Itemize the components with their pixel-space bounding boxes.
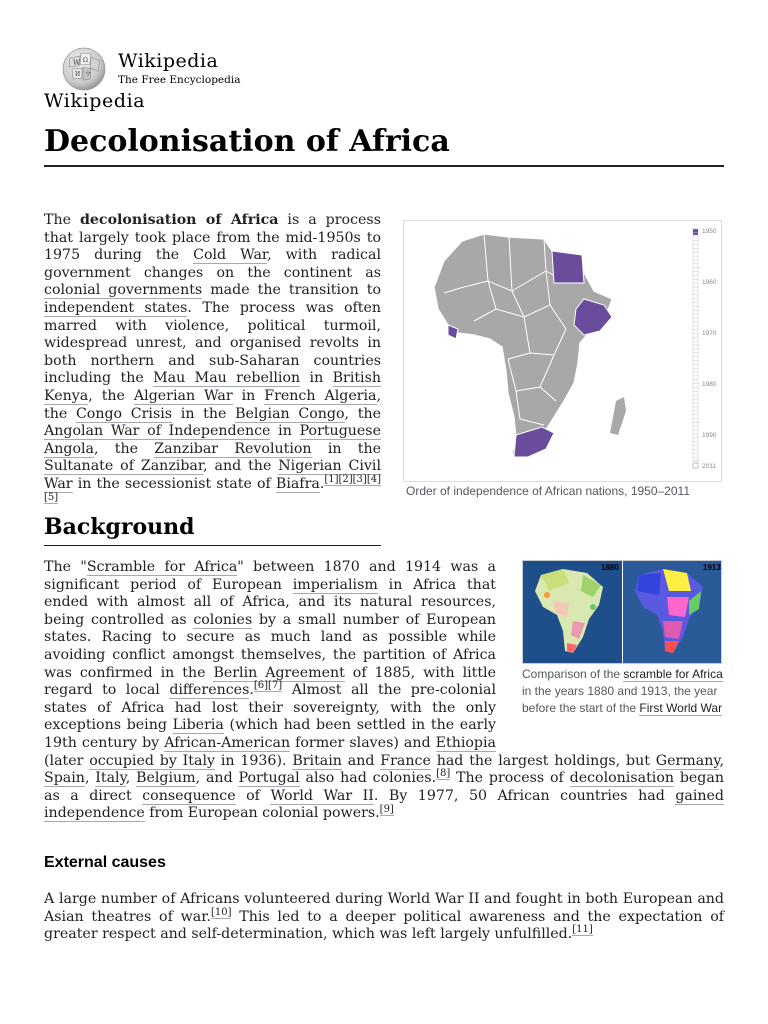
article-link[interactable]: Spain: [44, 770, 85, 787]
text-run: The: [44, 212, 80, 228]
article-link[interactable]: French Algeria: [264, 387, 377, 404]
article-link[interactable]: First World War: [639, 701, 723, 715]
section-heading-external-causes: External causes: [44, 854, 166, 871]
article-link[interactable]: decolonisation: [569, 770, 675, 787]
figure-caption-scramble: [522, 666, 726, 717]
article-link[interactable]: gained independence: [44, 787, 725, 822]
article-link[interactable]: consequence: [142, 787, 236, 804]
logo-tagline: The Free Encyclopedia: [118, 74, 241, 86]
text-run: The process of: [450, 770, 570, 787]
africa-map-svg: [404, 221, 721, 481]
text-run: (which had been settled in the early 19th century by: [44, 717, 496, 751]
text-run: , and the: [203, 458, 279, 475]
article-link[interactable]: Belgian Congo: [235, 405, 345, 422]
text-run: in: [270, 423, 300, 440]
article-link[interactable]: France: [380, 752, 431, 769]
text-run: ,: [125, 770, 137, 787]
article-link[interactable]: Britain: [292, 752, 342, 769]
citation-ref[interactable]: [11]: [572, 924, 593, 936]
article-link[interactable]: Scramble for Africa: [86, 559, 238, 575]
text-run: , the: [44, 387, 382, 422]
text-run: , the: [94, 440, 155, 457]
article-link[interactable]: Portugal: [238, 770, 300, 787]
article-link[interactable]: Portuguese Angola: [44, 423, 381, 457]
article-link[interactable]: World War II: [270, 787, 374, 804]
scramble-map-svg: [523, 561, 721, 663]
text-run: in 1936).: [215, 752, 293, 769]
text-run: in: [232, 387, 265, 404]
article-link[interactable]: Congo Crisis: [75, 405, 173, 422]
timeline-checkbox: [693, 463, 698, 468]
article-link[interactable]: occupied by Italy: [89, 752, 215, 769]
text-run: , the: [88, 387, 134, 404]
wikipedia-globe-icon: [60, 44, 108, 92]
text-run: and: [341, 752, 381, 769]
intro-paragraph: [44, 212, 381, 511]
text-run: Comparison of the: [522, 667, 624, 681]
article-link[interactable]: differences: [169, 682, 250, 699]
text-run: of 1885, with little regard to local: [44, 664, 496, 699]
timeline-label-1950: 1950: [702, 228, 717, 235]
article-link[interactable]: Algerian War: [133, 387, 233, 404]
article-link[interactable]: independent states: [44, 299, 188, 316]
text-run: former slaves) and: [290, 734, 436, 751]
article-link[interactable]: Nigerian Civil War: [44, 458, 381, 492]
article-link[interactable]: Italy: [95, 770, 126, 787]
article-link[interactable]: Sultanate of Zanzibar: [44, 458, 204, 475]
africa-landmass: [434, 234, 612, 455]
africa-independence-map[interactable]: [403, 220, 722, 482]
article-link[interactable]: Cold War: [193, 247, 268, 264]
text-run: also had colonies.: [299, 770, 437, 787]
svg-text:Ω: Ω: [83, 57, 88, 64]
text-run: This led to a deeper political awareness and the expectation of greater respect and self-determination, which was left largely unfulfilled.: [44, 908, 725, 943]
text-run: in the: [172, 405, 236, 422]
article-link[interactable]: Germany: [655, 752, 720, 769]
text-run: in: [300, 370, 333, 387]
article-link[interactable]: Zanzibar Revolution: [154, 440, 312, 457]
svg-text:W: W: [73, 59, 81, 67]
timeline-label-2011: 2011: [702, 463, 716, 470]
article-link[interactable]: Belgium: [136, 770, 196, 787]
article-link[interactable]: colonies: [193, 611, 253, 628]
article-link[interactable]: scramble for Africa: [623, 667, 723, 681]
text-run: in the: [311, 440, 381, 457]
article-link[interactable]: Liberia: [172, 717, 224, 734]
text-run: . By 1977, 50 African countries had: [373, 787, 676, 804]
text-run: Almost all the pre-colonial states of Africa had lost their sovereignty, with the only exceptions being: [44, 682, 496, 734]
timeline-label-1960: 1960: [702, 279, 717, 286]
text-run: ,: [84, 770, 96, 787]
text-run: began as a direct: [44, 770, 724, 804]
text-run: The ": [44, 559, 87, 575]
article-link[interactable]: Angolan War of Independence: [44, 423, 271, 440]
madagascar-island: [610, 397, 626, 435]
text-run: ,: [719, 752, 724, 769]
article-link[interactable]: Ethiopia: [435, 734, 496, 751]
figure-caption-independence: Order of independence of African nations, 1950–2011: [406, 484, 690, 498]
scramble-comparison-map[interactable]: [522, 560, 722, 664]
text-run: in the secessionist state of: [72, 475, 276, 492]
text-run: by a small number of European states. Racing to secure as much land as possible while avoiding conflict amongst themselves, the partition of Africa was confirmed in the: [44, 611, 496, 681]
egypt-region: [552, 251, 584, 283]
text-run: , and: [195, 770, 239, 787]
article-link[interactable]: colonial governments: [44, 282, 203, 299]
text-run: . The process was often marred with violence, political turmoil, widespread unrest, and organised revolts in both northern and sub-Saharan countries including the: [44, 299, 382, 387]
article-link[interactable]: British Kenya: [44, 370, 382, 404]
text-run: , with radical government changes on the continent as: [44, 247, 381, 281]
citation-ref[interactable]: [9]: [379, 803, 394, 815]
timeline-label-1970: 1970: [702, 330, 717, 337]
citation-ref[interactable]: [6][7]: [253, 680, 283, 692]
article-link[interactable]: imperialism: [292, 576, 378, 593]
svg-text:И: И: [75, 71, 81, 78]
timeline-label-1980: 1980: [702, 381, 717, 388]
page-title: Decolonisation of Africa: [44, 121, 724, 167]
article-link[interactable]: African-American: [164, 734, 291, 751]
logo-wordmark: Wikipedia: [118, 50, 219, 72]
site-wordmark[interactable]: Wikipedia: [44, 90, 146, 112]
external-causes-paragraph: [44, 891, 724, 944]
text-run: in the years 1880 and 1913, the year before the start of the: [522, 684, 718, 715]
text-run: .: [249, 682, 254, 699]
text-run: from European colonial powers.: [144, 805, 380, 822]
timeline-label-1990: 1990: [702, 432, 717, 439]
citation-ref[interactable]: [8]: [436, 768, 451, 780]
text-run: of: [235, 787, 271, 804]
map-year-1913: 1913: [703, 563, 721, 572]
text-run: had the largest holdings, but: [430, 752, 656, 769]
text-run: " between 1870 and 1914 was a significant period of European: [44, 559, 496, 593]
map-year-1880: 1880: [601, 563, 619, 572]
text-run: is a process that largely took place from the mid-1950s to 1975 during the: [44, 212, 381, 264]
text-run: .: [319, 475, 325, 492]
text-run: , the: [344, 405, 381, 422]
article-link[interactable]: Mau Mau rebellion: [153, 370, 301, 387]
article-link[interactable]: Berlin Agreement: [213, 664, 345, 681]
text-run: made the transition to: [202, 282, 381, 299]
citation-ref[interactable]: [10]: [210, 906, 232, 918]
svg-text:ウ: ウ: [85, 71, 92, 78]
text-run: A large number of Africans volunteered during World War II and fought in both European and Asian theatres of war.: [44, 891, 724, 925]
article-link[interactable]: Biafra: [275, 475, 320, 492]
text-run: in Africa that ended with almost all of Africa, and its natural resources, being controlled as: [44, 576, 496, 628]
section-heading-background: Background: [44, 511, 381, 546]
bold-term: decolonisation of Africa: [79, 212, 279, 228]
text-run: (later: [44, 752, 90, 769]
timeline-ticks: [693, 229, 700, 461]
citation-ref[interactable]: [1][2][3][4][5]: [44, 474, 381, 503]
